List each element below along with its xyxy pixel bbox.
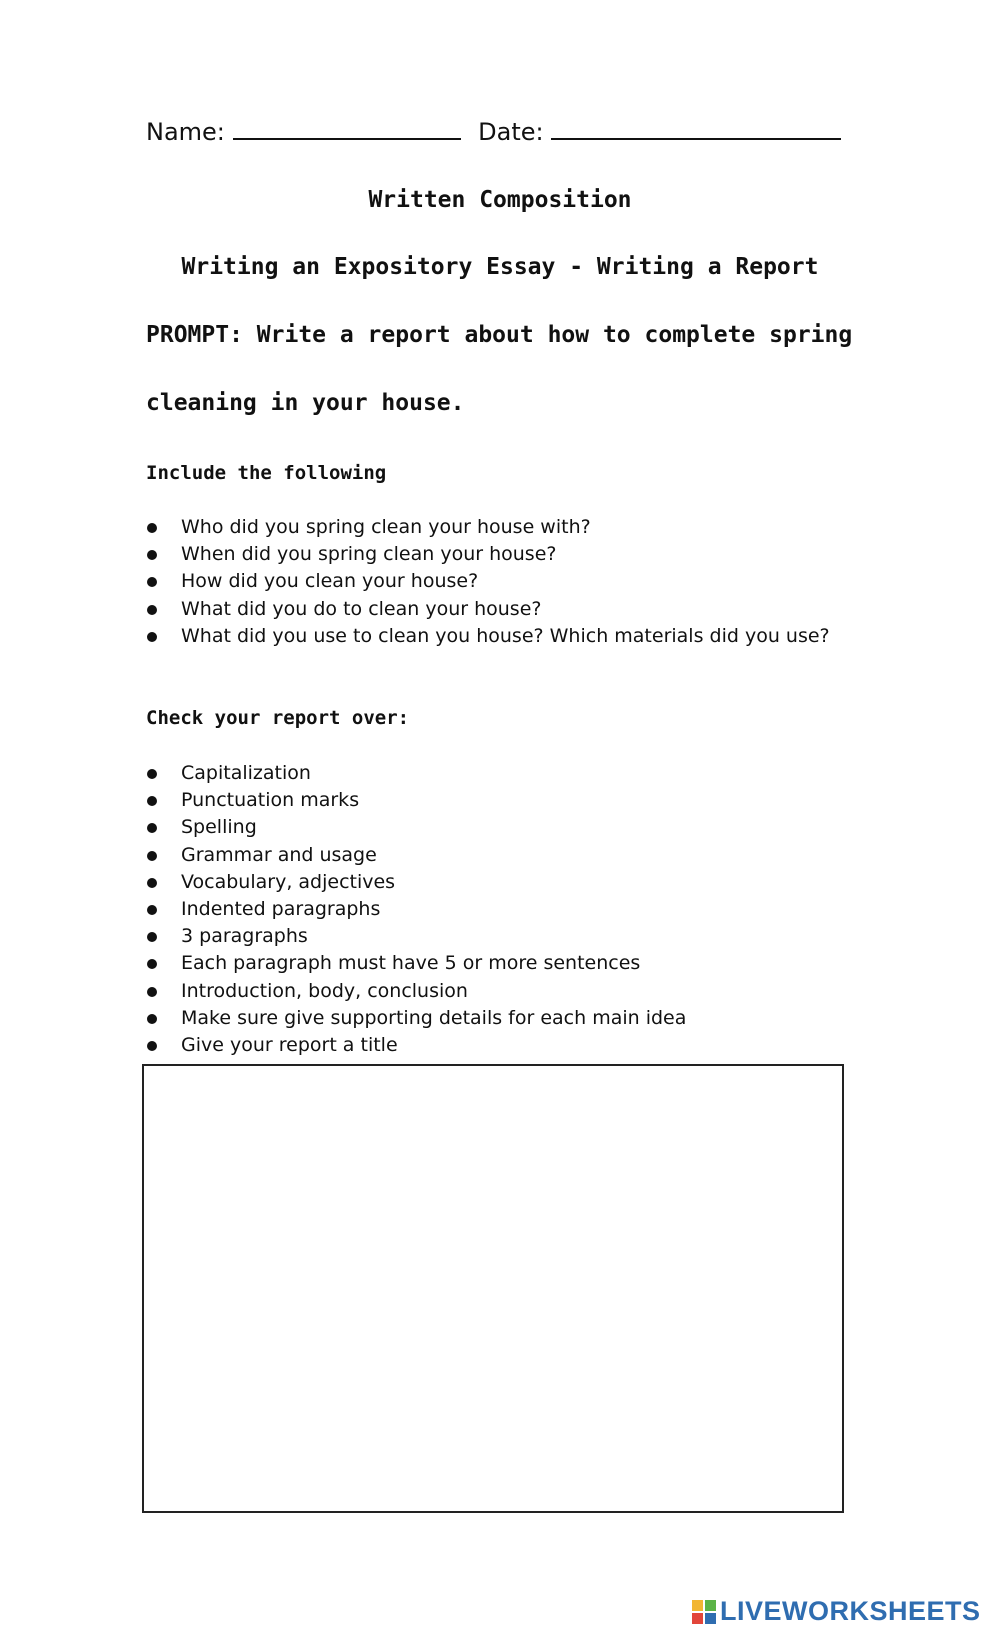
bullet-icon bbox=[147, 796, 157, 806]
bullet-icon bbox=[147, 959, 157, 969]
date-field[interactable] bbox=[551, 118, 841, 140]
bullet-icon bbox=[147, 523, 157, 533]
list-item: 3 paragraphs bbox=[146, 923, 686, 950]
list-item: When did you spring clean your house? bbox=[146, 541, 830, 568]
bullet-icon bbox=[147, 987, 157, 997]
page-subtitle: Writing an Expository Essay - Writing a Report bbox=[181, 254, 819, 280]
bullet-icon bbox=[147, 550, 157, 560]
include-heading: Include the following bbox=[146, 462, 387, 484]
list-item: Vocabulary, adjectives bbox=[146, 869, 686, 896]
list-item: Punctuation marks bbox=[146, 787, 686, 814]
list-item: Grammar and usage bbox=[146, 842, 686, 869]
name-date-line bbox=[146, 118, 841, 146]
list-item: Introduction, body, conclusion bbox=[146, 978, 686, 1005]
bullet-icon bbox=[147, 878, 157, 888]
include-list bbox=[146, 514, 830, 650]
list-item: Give your report a title bbox=[146, 1032, 686, 1059]
footer-brand bbox=[692, 1596, 981, 1627]
bullet-icon bbox=[147, 905, 157, 915]
bullet-icon bbox=[147, 577, 157, 587]
list-item: Who did you spring clean your house with? bbox=[146, 514, 830, 541]
check-heading: Check your report over: bbox=[146, 707, 410, 729]
list-item: Capitalization bbox=[146, 760, 686, 787]
bullet-icon bbox=[147, 851, 157, 861]
answer-box[interactable] bbox=[142, 1064, 844, 1513]
list-item: How did you clean your house? bbox=[146, 568, 830, 595]
list-item: Each paragraph must have 5 or more sentences bbox=[146, 950, 686, 977]
bullet-icon bbox=[147, 932, 157, 942]
bullet-icon bbox=[147, 632, 157, 642]
bullet-icon bbox=[147, 1041, 157, 1051]
list-item: What did you use to clean you house? Which materials did you use? bbox=[146, 623, 830, 650]
bullet-icon bbox=[147, 823, 157, 833]
liveworksheets-logo-icon bbox=[692, 1598, 716, 1626]
list-item: What did you do to clean your house? bbox=[146, 596, 830, 623]
check-list bbox=[146, 760, 686, 1059]
name-field[interactable] bbox=[233, 118, 461, 140]
prompt-line-1: PROMPT: Write a report about how to complete spring bbox=[146, 322, 853, 348]
page-title: Written Composition bbox=[368, 187, 632, 213]
name-label: Name: bbox=[146, 118, 225, 146]
bullet-icon bbox=[147, 1014, 157, 1024]
brand-name: LIVEWORKSHEETS bbox=[720, 1596, 981, 1626]
bullet-icon bbox=[147, 769, 157, 779]
prompt-line-2: cleaning in your house. bbox=[146, 390, 465, 416]
bullet-icon bbox=[147, 605, 157, 615]
list-item: Make sure give supporting details for each main idea bbox=[146, 1005, 686, 1032]
list-item: Spelling bbox=[146, 814, 686, 841]
list-item: Indented paragraphs bbox=[146, 896, 686, 923]
date-label: Date: bbox=[478, 118, 544, 146]
